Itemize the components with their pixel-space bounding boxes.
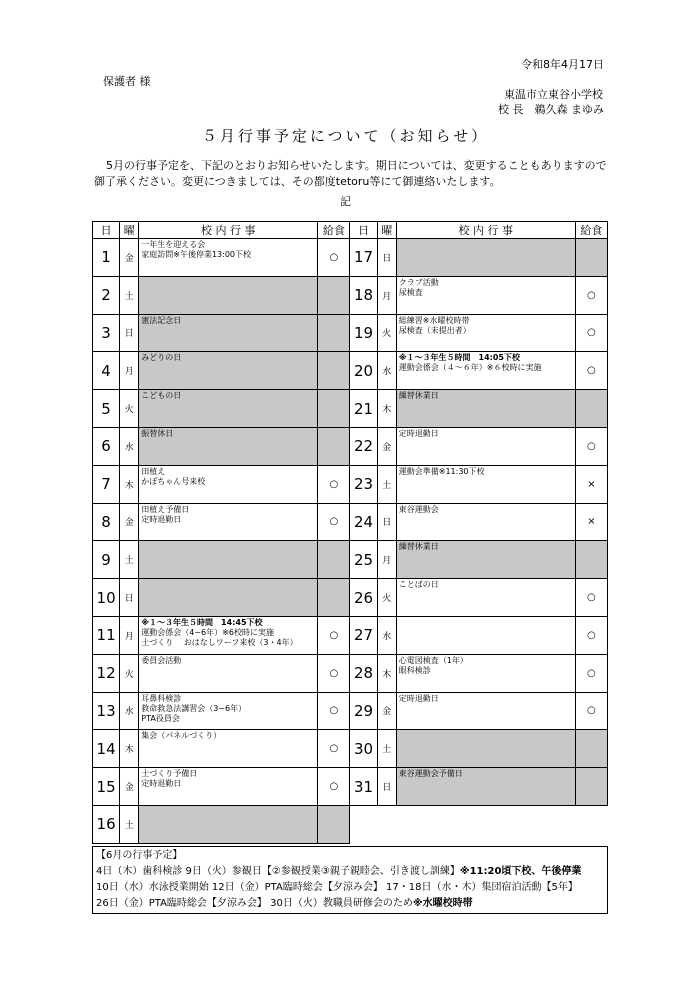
- event-cell: [396, 768, 575, 806]
- weekday: 金: [377, 427, 396, 465]
- weekday: 木: [377, 390, 396, 428]
- table-row: [93, 503, 608, 541]
- event-line: 定時退勤日: [141, 779, 182, 789]
- table-row: [93, 541, 608, 579]
- table-row: [93, 654, 608, 692]
- event-line: 定時退勤日: [141, 514, 182, 524]
- header-weekday: 曜: [377, 222, 396, 239]
- document-title: ５月行事予定について（お知らせ）: [201, 127, 490, 145]
- weekday: 水: [120, 427, 139, 465]
- weekday: 日: [377, 768, 396, 806]
- event-line: ※１～３年生５時間 14:05下校: [398, 353, 520, 363]
- day-number: 23: [350, 465, 377, 503]
- lunch-cell: ○: [318, 730, 350, 768]
- event-cell: [139, 314, 318, 352]
- event-cell: [396, 390, 575, 428]
- event-cell: [396, 465, 575, 503]
- weekday: 土: [120, 276, 139, 314]
- lunch-cell: [318, 276, 350, 314]
- event-line: クラブ活動: [398, 277, 439, 287]
- day-number: 15: [93, 768, 120, 806]
- weekday: 月: [377, 276, 396, 314]
- june-line-3-bold: ※水曜校時帯: [412, 898, 473, 909]
- header-weekday: 曜: [120, 222, 139, 239]
- event-line: かぼちゃん号来校: [141, 476, 206, 486]
- june-line-1: [96, 864, 604, 880]
- table-row: [93, 239, 608, 277]
- weekday: 金: [120, 503, 139, 541]
- event-line: 田植え予備日: [141, 504, 190, 514]
- day-number: 13: [93, 692, 120, 730]
- event-cell: [396, 276, 575, 314]
- day-number: 11: [93, 616, 120, 654]
- weekday: 土: [120, 805, 139, 843]
- day-number: 9: [93, 541, 120, 579]
- event-line: 尿検査: [398, 287, 423, 297]
- day-number: 14: [93, 730, 120, 768]
- event-cell: [396, 579, 575, 617]
- day-number: 24: [350, 503, 377, 541]
- day-number: 30: [350, 730, 377, 768]
- weekday: 水: [377, 352, 396, 390]
- day-number: 31: [350, 768, 377, 806]
- day-number: 16: [93, 805, 120, 843]
- day-number: 28: [350, 654, 377, 692]
- day-number: 27: [350, 616, 377, 654]
- lunch-cell: [318, 541, 350, 579]
- intro-line-1: 5月の行事予定を、下記のとおりお知らせいたします。期日については、変更することもありますので: [106, 159, 607, 172]
- event-cell: [139, 579, 318, 617]
- lunch-cell: ×: [575, 465, 607, 503]
- lunch-cell: ○: [318, 616, 350, 654]
- lunch-cell: ○: [318, 465, 350, 503]
- table-row: [93, 730, 608, 768]
- intro-line-2: 御了承ください。変更につきましては、その都度tetoru等にて御連絡いたします。: [94, 175, 501, 188]
- event-cell: [396, 541, 575, 579]
- event-line: 東谷運動会予備日: [398, 769, 463, 779]
- event-line: 運動会準備※11:30下校: [398, 466, 485, 476]
- day-number: 5: [93, 390, 120, 428]
- header-events: 校 内 行 事: [396, 222, 575, 239]
- lunch-cell: [318, 579, 350, 617]
- lunch-cell: ○: [575, 692, 607, 730]
- day-number: 22: [350, 427, 377, 465]
- event-line: 東谷運動会: [398, 504, 439, 514]
- weekday: 水: [377, 616, 396, 654]
- june-title: 【6月の行事予定】: [96, 850, 183, 861]
- weekday: 火: [120, 654, 139, 692]
- school-name: 東温市立東谷小学校: [504, 88, 603, 101]
- header-events: 校 内 行 事: [139, 222, 318, 239]
- principal-name: 校 長 鵜久森 まゆみ: [498, 103, 604, 116]
- lunch-cell: [575, 239, 607, 277]
- weekday: 火: [377, 314, 396, 352]
- event-cell: [139, 503, 318, 541]
- event-cell: [396, 692, 575, 730]
- day-number: 7: [93, 465, 120, 503]
- june-line-2: 10日（水）水泳授業開始 12日（金）PTA臨時総会【夕涼み会】 17・18日（水・木）集団宿泊活動【5年】: [96, 882, 578, 893]
- event-cell: [396, 616, 575, 654]
- event-line: PTA役員会: [141, 713, 180, 723]
- event-cell: [139, 427, 318, 465]
- weekday: 日: [120, 579, 139, 617]
- event-line: 総練習※水曜校時帯: [398, 315, 470, 325]
- event-line: 委員会活動: [141, 655, 182, 665]
- lunch-cell: [575, 768, 607, 806]
- june-line-3: [96, 896, 604, 912]
- event-line: 土づくり おはなしワーフ来校（3・4年）: [141, 637, 298, 647]
- header-lunch: 給食: [318, 222, 350, 239]
- event-line: 運動会係会（4~6年）※6校時に実施: [141, 627, 274, 637]
- event-line: 土づくり予備日: [141, 769, 198, 779]
- table-header-row: [93, 222, 608, 239]
- event-cell: [139, 352, 318, 390]
- table-row: [93, 465, 608, 503]
- event-cell: [396, 654, 575, 692]
- day-number: 26: [350, 579, 377, 617]
- event-line: 振替休日: [141, 428, 174, 438]
- header-day: 日: [350, 222, 377, 239]
- day-number: 17: [350, 239, 377, 277]
- event-cell: [139, 654, 318, 692]
- june-line-1-bold: ※11:20頃下校、午後停業: [459, 866, 582, 877]
- day-number: 2: [93, 276, 120, 314]
- lunch-cell: ○: [318, 503, 350, 541]
- table-row: [93, 314, 608, 352]
- day-number: 21: [350, 390, 377, 428]
- event-line: こどもの日: [141, 391, 182, 401]
- event-line: 集会（パネルづくり）: [141, 731, 222, 741]
- lunch-cell: ○: [318, 692, 350, 730]
- weekday: 火: [377, 579, 396, 617]
- weekday: 金: [120, 768, 139, 806]
- event-cell: [139, 239, 318, 277]
- weekday: 月: [120, 616, 139, 654]
- header-day: 日: [93, 222, 120, 239]
- addressee: 保護者 様: [103, 75, 151, 88]
- event-line: 繰替休業日: [398, 391, 439, 401]
- schedule-table: [92, 221, 608, 844]
- event-line: 救命救急法講習会（3~6年）: [141, 703, 247, 713]
- day-number: 18: [350, 276, 377, 314]
- weekday: 日: [377, 503, 396, 541]
- weekday: 月: [377, 541, 396, 579]
- lunch-cell: [318, 805, 350, 843]
- event-cell: [139, 692, 318, 730]
- weekday: 土: [120, 541, 139, 579]
- lunch-cell: [318, 314, 350, 352]
- day-number: 25: [350, 541, 377, 579]
- event-cell: [396, 427, 575, 465]
- table-row: [93, 616, 608, 654]
- table-row: [93, 692, 608, 730]
- event-line: 眼科検診: [398, 665, 431, 675]
- day-number: 10: [93, 579, 120, 617]
- day-number: 8: [93, 503, 120, 541]
- table-row: [93, 427, 608, 465]
- day-number: 29: [350, 692, 377, 730]
- event-line: 耳鼻科検診: [141, 693, 182, 703]
- day-number: 6: [93, 427, 120, 465]
- lunch-cell: ○: [318, 654, 350, 692]
- event-cell: [139, 541, 318, 579]
- weekday: 火: [120, 390, 139, 428]
- weekday: 木: [120, 465, 139, 503]
- lunch-cell: [318, 352, 350, 390]
- june-line-3-text: 26日（金）PTA臨時総会【夕涼み会】 30日（火）教職員研修会のため: [96, 898, 413, 909]
- event-cell: [139, 730, 318, 768]
- lunch-cell: ○: [575, 314, 607, 352]
- event-cell: [396, 239, 575, 277]
- table-row: [93, 579, 608, 617]
- table-row: [93, 352, 608, 390]
- lunch-cell: [318, 427, 350, 465]
- event-line: ※１～３年生５時間 14:45下校: [141, 617, 263, 627]
- event-line: ことばの日: [398, 580, 439, 590]
- event-cell: [139, 465, 318, 503]
- event-cell: [396, 730, 575, 768]
- weekday: 水: [120, 692, 139, 730]
- event-cell: [139, 768, 318, 806]
- weekday: 木: [377, 654, 396, 692]
- weekday: 日: [120, 314, 139, 352]
- weekday: 土: [377, 730, 396, 768]
- event-line: 憲法記念日: [141, 315, 182, 325]
- day-number: 19: [350, 314, 377, 352]
- event-cell: [396, 503, 575, 541]
- day-number: 12: [93, 654, 120, 692]
- empty-cell: [350, 805, 608, 843]
- event-line: 尿検査（未提出者）: [398, 325, 471, 335]
- event-cell: [139, 390, 318, 428]
- lunch-cell: ○: [575, 427, 607, 465]
- weekday: 木: [120, 730, 139, 768]
- event-line: 繰替休業日: [398, 542, 439, 552]
- event-line: 田植え: [141, 466, 166, 476]
- event-cell: [396, 352, 575, 390]
- event-line: 一年生を迎える会: [141, 240, 206, 249]
- event-cell: [139, 616, 318, 654]
- weekday: 土: [377, 465, 396, 503]
- lunch-cell: ○: [575, 579, 607, 617]
- event-cell: [139, 276, 318, 314]
- day-number: 20: [350, 352, 377, 390]
- weekday: 金: [120, 239, 139, 277]
- lunch-cell: [575, 390, 607, 428]
- event-line: 運動会係会（４～６年）※６校時に実施: [398, 363, 542, 373]
- lunch-cell: ○: [318, 239, 350, 277]
- lunch-cell: [575, 541, 607, 579]
- lunch-cell: [318, 390, 350, 428]
- weekday: 月: [120, 352, 139, 390]
- event-cell: [139, 805, 318, 843]
- event-line: みどりの日: [141, 353, 182, 363]
- weekday: 日: [377, 239, 396, 277]
- june-line-1-text: 4日（木）歯科検診 9日（火）参観日【②参観授業③親子親睦会、引き渡し訓練】: [96, 866, 460, 877]
- june-schedule-box: [92, 846, 608, 914]
- lunch-cell: ○: [575, 654, 607, 692]
- event-line: 心電図検査（1年）: [398, 655, 468, 665]
- ki-heading: 記: [340, 195, 351, 208]
- lunch-cell: ○: [575, 276, 607, 314]
- weekday: 金: [377, 692, 396, 730]
- header-lunch: 給食: [575, 222, 607, 239]
- event-line: 定時退勤日: [398, 428, 439, 438]
- table-row: [93, 276, 608, 314]
- event-cell: [396, 314, 575, 352]
- table-row: [93, 805, 608, 843]
- lunch-cell: [575, 730, 607, 768]
- document-date: 令和8年4月17日: [521, 58, 604, 71]
- event-line: 家庭訪問※午後停業13:00下校: [141, 250, 252, 259]
- table-row: [93, 768, 608, 806]
- lunch-cell: ○: [575, 616, 607, 654]
- event-line: 定時退勤日: [398, 693, 439, 703]
- lunch-cell: ○: [575, 352, 607, 390]
- lunch-cell: ○: [318, 768, 350, 806]
- schedule-body: [93, 239, 608, 844]
- day-number: 1: [93, 239, 120, 277]
- day-number: 4: [93, 352, 120, 390]
- table-row: [93, 390, 608, 428]
- day-number: 3: [93, 314, 120, 352]
- lunch-cell: ×: [575, 503, 607, 541]
